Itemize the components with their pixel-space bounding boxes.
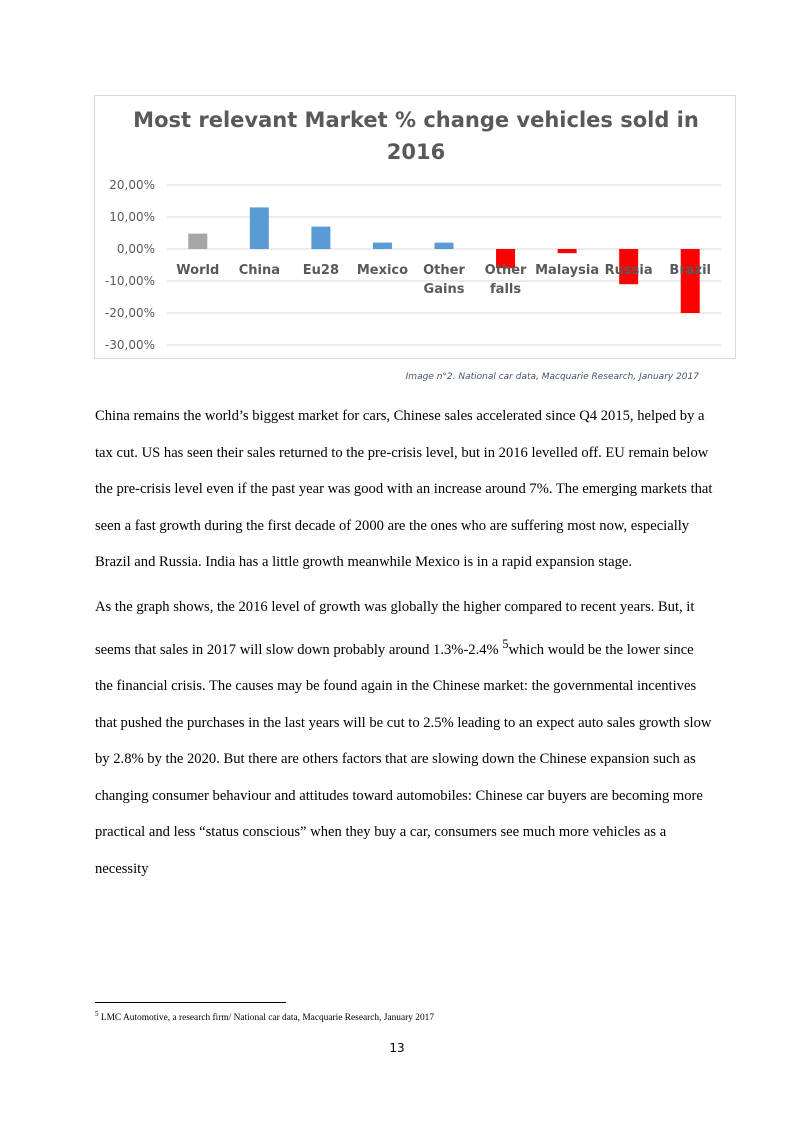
footnote-divider [95, 1002, 286, 1003]
footnote [95, 1010, 434, 1023]
bar [558, 249, 577, 253]
page-number: 13 [389, 1041, 405, 1055]
category-label: Gains [423, 282, 465, 297]
bar [435, 243, 454, 249]
figure-caption: Image n°2. National car data, Macquarie Research, January 2017 [405, 372, 699, 382]
category-label: Other [484, 263, 527, 278]
y-tick-label: -10,00% [104, 274, 155, 288]
bar [373, 243, 392, 249]
category-label: Brazil [669, 263, 712, 278]
category-label: China [238, 263, 280, 278]
paragraph-sales-outlook [95, 589, 715, 888]
footnote-mark: 5 [95, 1010, 99, 1018]
bar [681, 249, 700, 313]
bar-chart [94, 95, 736, 359]
y-tick-label: -30,00% [104, 338, 155, 352]
category-label: Other [423, 263, 465, 278]
y-tick-label: 20,00% [109, 178, 155, 192]
footnote-text: LMC Automotive, a research firm/ National car data, Macquarie Research, January 2017 [98, 1013, 435, 1024]
paragraph-text-start: As the graph shows, the 2016 level of growth was globally the higher compared to recent years. But, it seems that sales in 2017 will slow down probably around 1.3%-2.4% [95, 598, 695, 658]
category-label: Russia [604, 263, 653, 278]
footnote-reference: 5 [502, 636, 509, 651]
category-label: World [176, 263, 220, 278]
category-label: Eu28 [302, 263, 340, 278]
bar [250, 207, 269, 249]
chart-title-line-1: Most relevant Market % change vehicles sold in [133, 108, 699, 132]
y-tick-label: 0,00% [116, 242, 155, 256]
y-tick-label: 10,00% [109, 210, 155, 224]
y-tick-label: -20,00% [104, 306, 155, 320]
bar [311, 227, 330, 249]
paragraph-text-end: which would be the lower since the financial crisis. The causes may be found again in the Chinese market: the governmental incentives that pushed the purchases in the last years will be cut to 2.5% leading to an expect auto sales growth slow by 2.8% by the 2020. But there are others factors that are slowing down the Chinese expansion such as changing consumer behaviour and attitudes toward automobiles: Chinese car buyers are becoming more practical and less “status conscious” when they buy a car, consumers see much more vehicles as a necessity [95, 641, 712, 877]
category-label: Malaysia [535, 263, 600, 278]
category-label: Mexico [356, 263, 409, 278]
chart-plot [95, 96, 737, 360]
chart-title-line-2: 2016 [386, 140, 446, 164]
bar [188, 234, 207, 249]
category-label: falls [490, 282, 522, 297]
body-text [95, 398, 715, 888]
paragraph-china-market: China remains the world’s biggest market for cars, Chinese sales accelerated since Q4 2015, helped by a tax cut. US has seen their sales returned to the pre-crisis level, but in 2016 levelled off. EU remain below the pre-crisis level even if the past year was good with an increase around 7%. The emerging markets that seen a fast growth during the first decade of 2000 are the ones who are suffering most now, especially Brazil and Russia. India has a little growth meanwhile Mexico is in a rapid expansion stage. [95, 408, 713, 571]
